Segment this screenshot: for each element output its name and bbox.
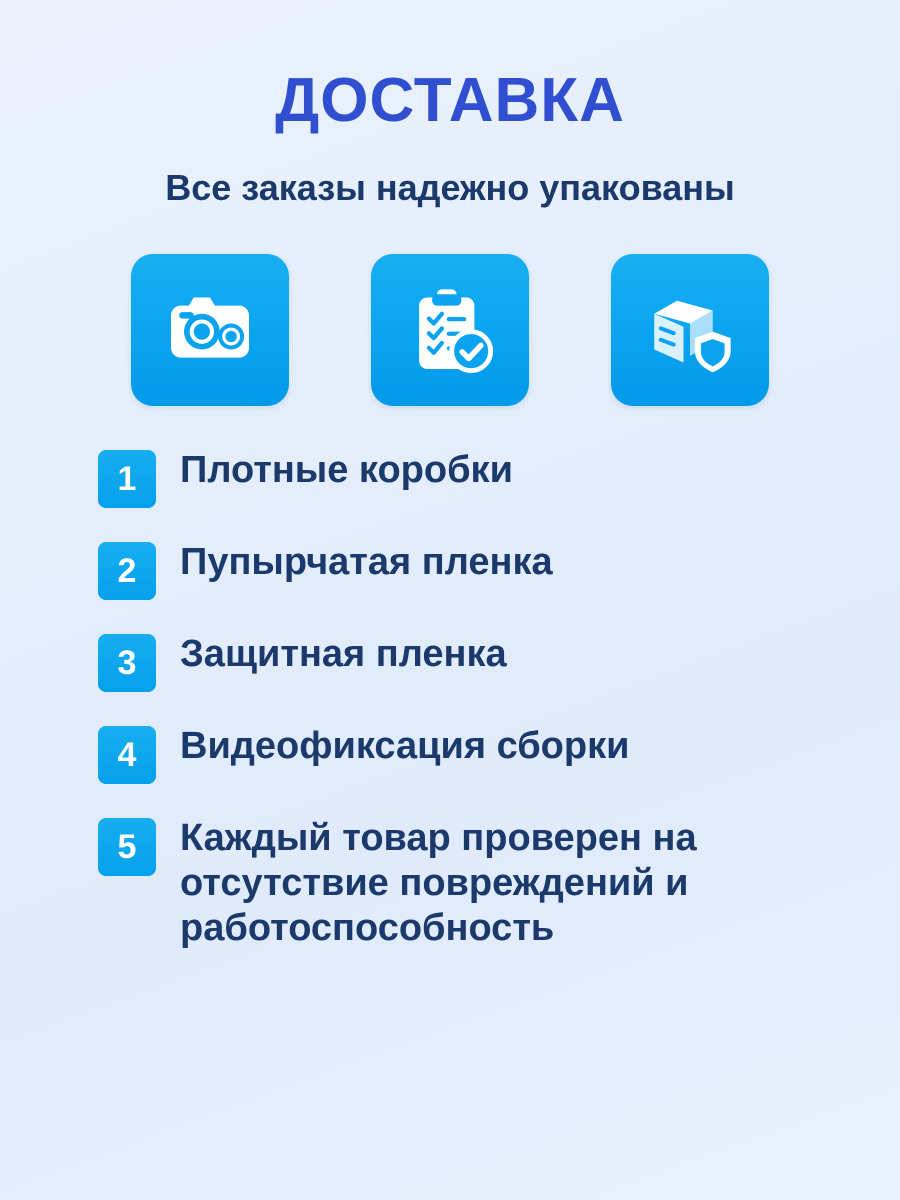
list-item [98,448,513,508]
list-item [98,632,507,692]
page-subtitle: Все заказы надежно упакованы [165,167,735,209]
page-title: ДОСТАВКА [275,66,625,135]
camera-icon-tile [131,254,289,406]
list-item-label: Защитная пленка [180,633,507,676]
checklist-icon-tile [371,254,529,406]
list-item-number-badge: 2 [98,542,156,600]
list-item [98,540,553,600]
list-item-number-badge: 3 [98,634,156,692]
camera-icon [158,278,262,382]
list-item-label: Пупырчатая пленка [180,541,553,584]
list-item-label: Каждый товар проверен на отсутствие повреждений и работоспособность [180,817,697,950]
checklist-icon [398,278,502,382]
shielded-box-icon [638,278,742,382]
list-item [98,724,630,784]
features-list [40,448,860,982]
list-item-number-badge: 1 [98,450,156,508]
list-item-label: Видеофиксация сборки [180,725,630,768]
list-item [98,816,840,950]
shielded-box-icon-tile [611,254,769,406]
icons-row [131,254,769,406]
list-item-number-badge: 4 [98,726,156,784]
list-item-number-badge: 5 [98,818,156,876]
list-item-label: Плотные коробки [180,449,513,492]
